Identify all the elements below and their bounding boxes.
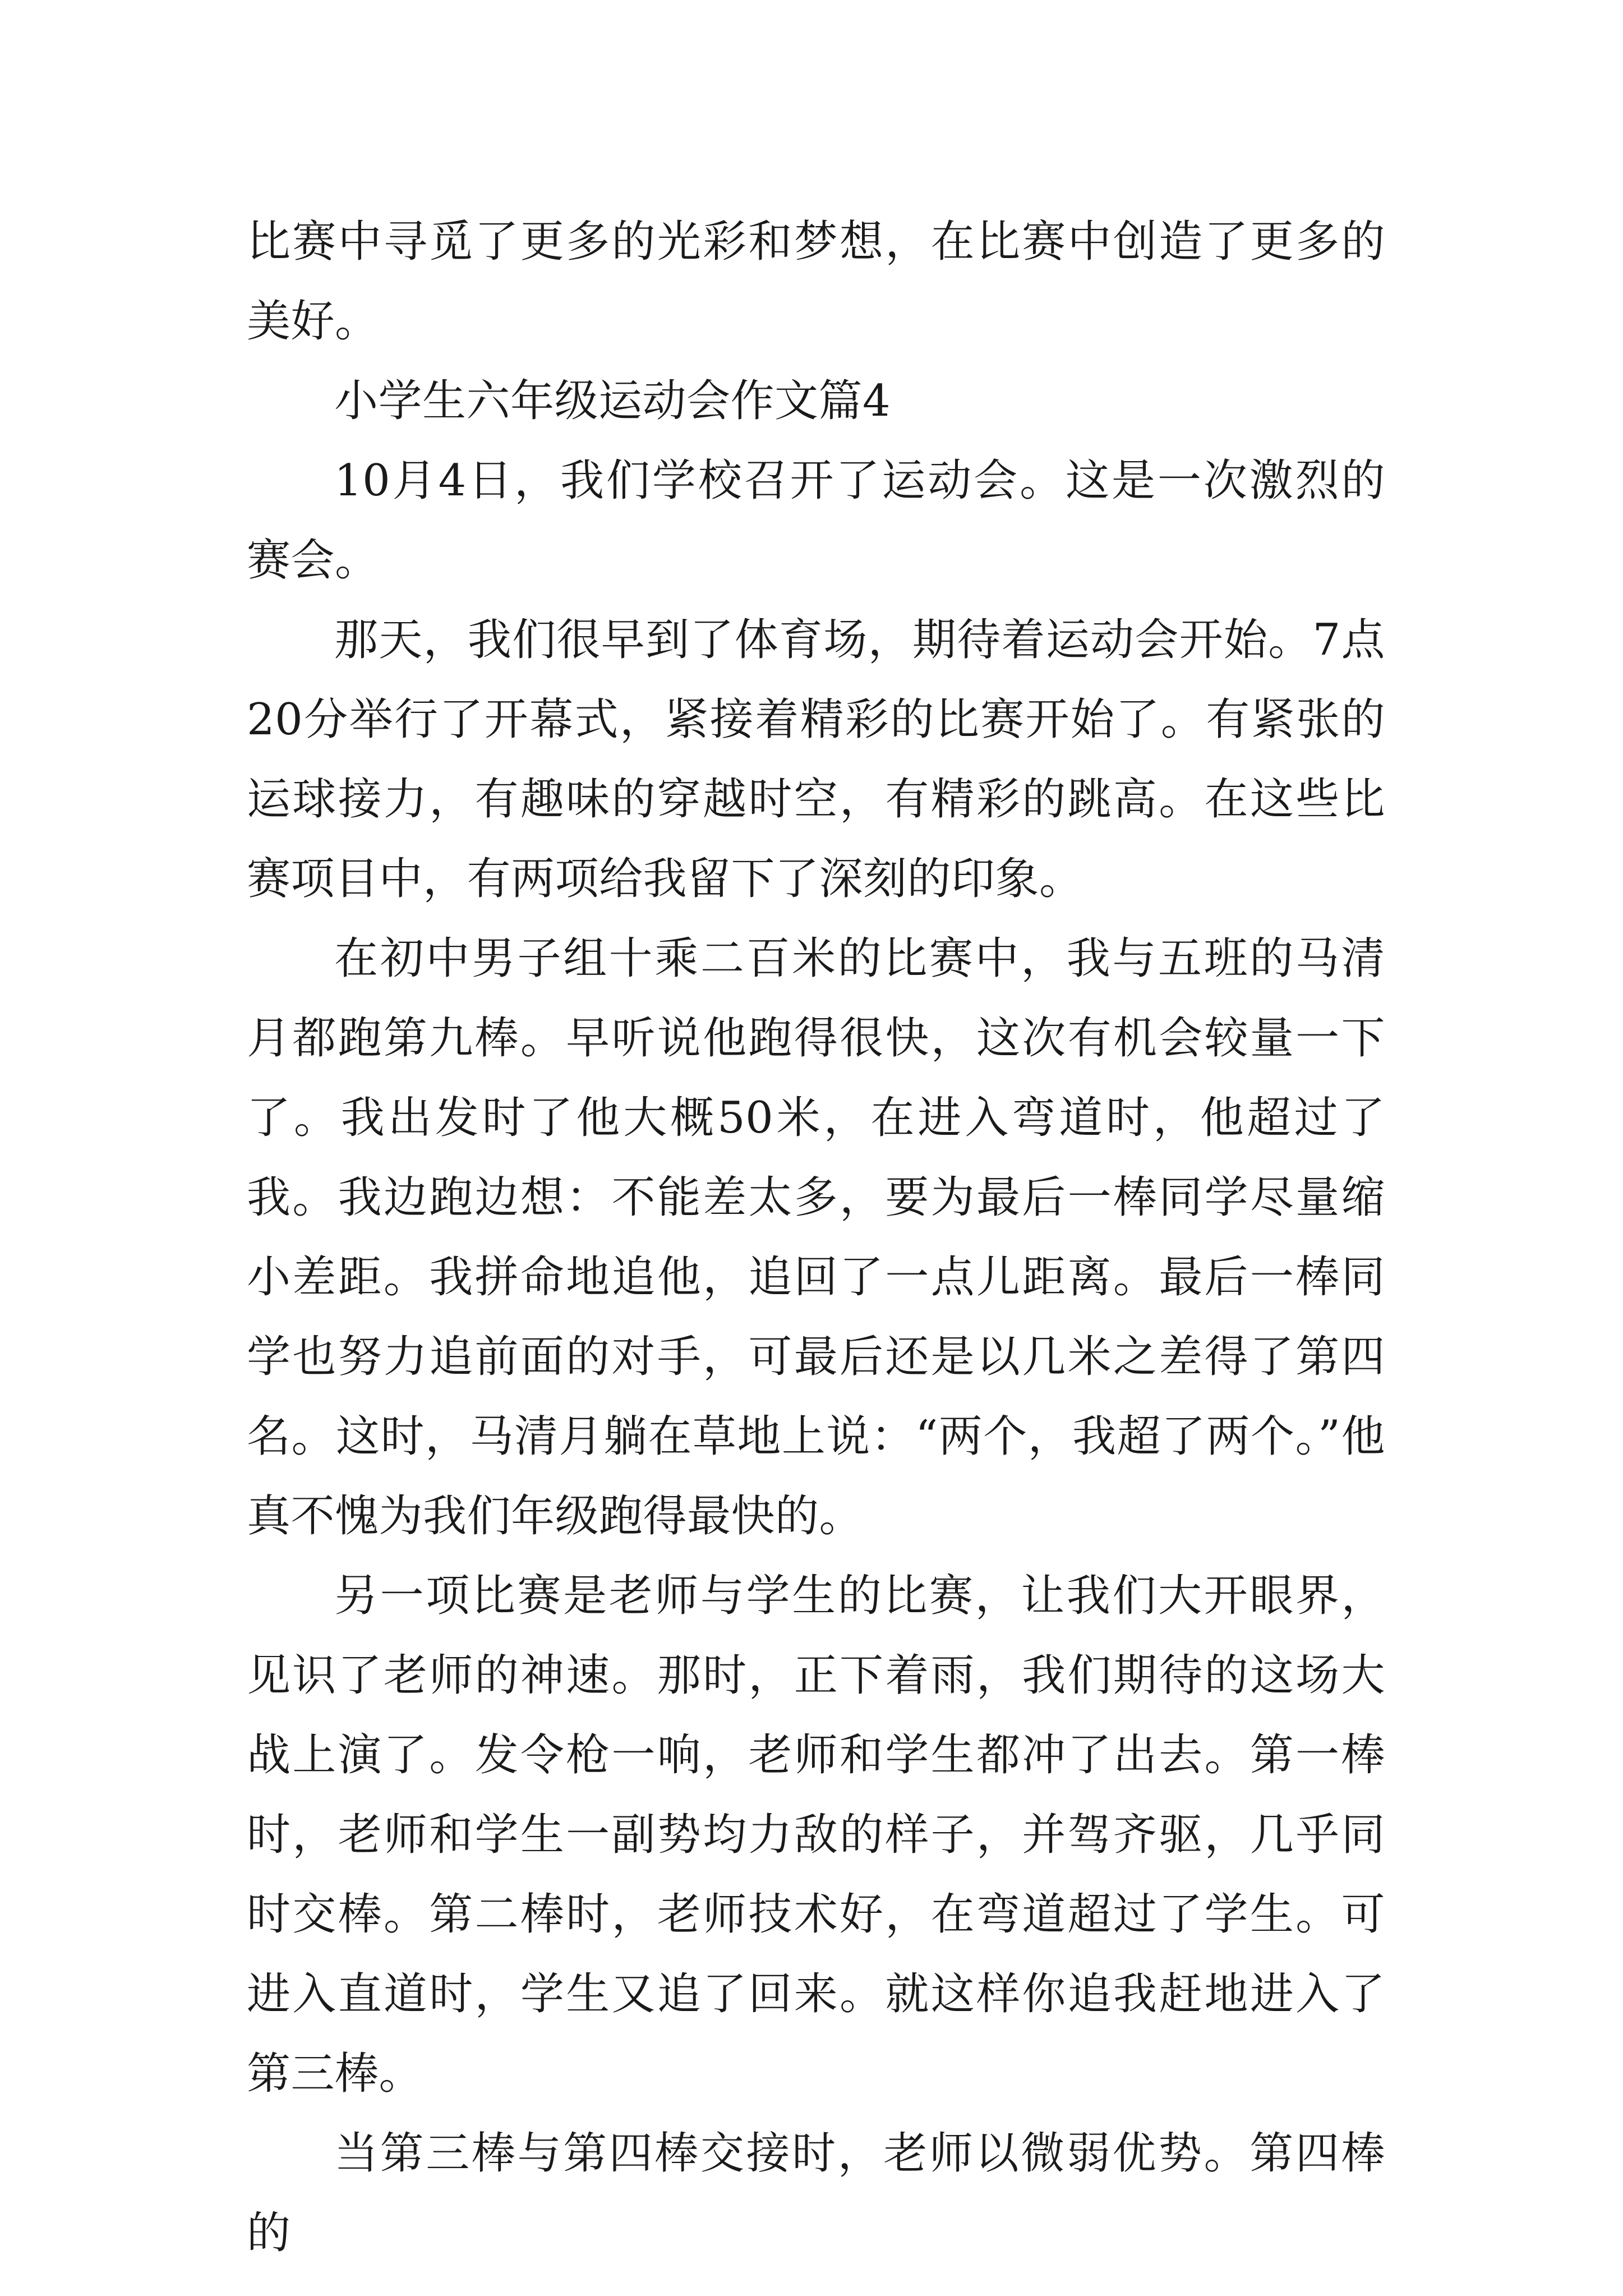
paragraph: 另一项比赛是老师与学生的比赛，让我们大开眼界，见识了老师的神速。那时，正下着雨，我们期待的这场大战上演了。发令枪一响，老师和学生都冲了出去。第一棒时，老师和学生一副势均力敌的样子，并驾齐驱，几乎同时交棒。第二棒时，老师技术好，在弯道超过了学生。可进入直道时，学生又追了回来。就这样你追我赶地进入了第三棒。 [247, 1571, 1385, 2099]
section-heading: 小学生六年级运动会作文篇4 [334, 376, 891, 426]
paragraph: 当第三棒与第四棒交接时，老师以微弱优势。第四棒的 [247, 2128, 1385, 2258]
paragraph-continued: 比赛中寻觅了更多的光彩和梦想，在比赛中创造了更多的美好。 [247, 217, 1385, 347]
document-body [247, 202, 1385, 2273]
paragraph: 在初中男子组十乘二百米的比赛中，我与五班的马清月都跑第九棒。早听说他跑得很快，这次有机会较量一下了。我出发时了他大概50米，在进入弯道时，他超过了我。我边跑边想：不能差太多，要为最后一棒同学尽量缩小差距。我拼命地追他，追回了一点儿距离。最后一棒同学也努力追前面的对手，可最后还是以几米之差得了第四名。这时，马清月躺在草地上说：“两个，我超了两个。”他真不愧为我们年级跑得最快的。 [247, 933, 1385, 1542]
paragraph: 那天，我们很早到了体育场，期待着运动会开始。7点20分举行了开幕式，紧接着精彩的比赛开始了。有紧张的运球接力，有趣味的穿越时空，有精彩的跳高。在这些比赛项目中，有两项给我留下了深刻的印象。 [247, 615, 1385, 904]
paragraph: 10月4日，我们学校召开了运动会。这是一次激烈的赛会。 [247, 455, 1385, 586]
